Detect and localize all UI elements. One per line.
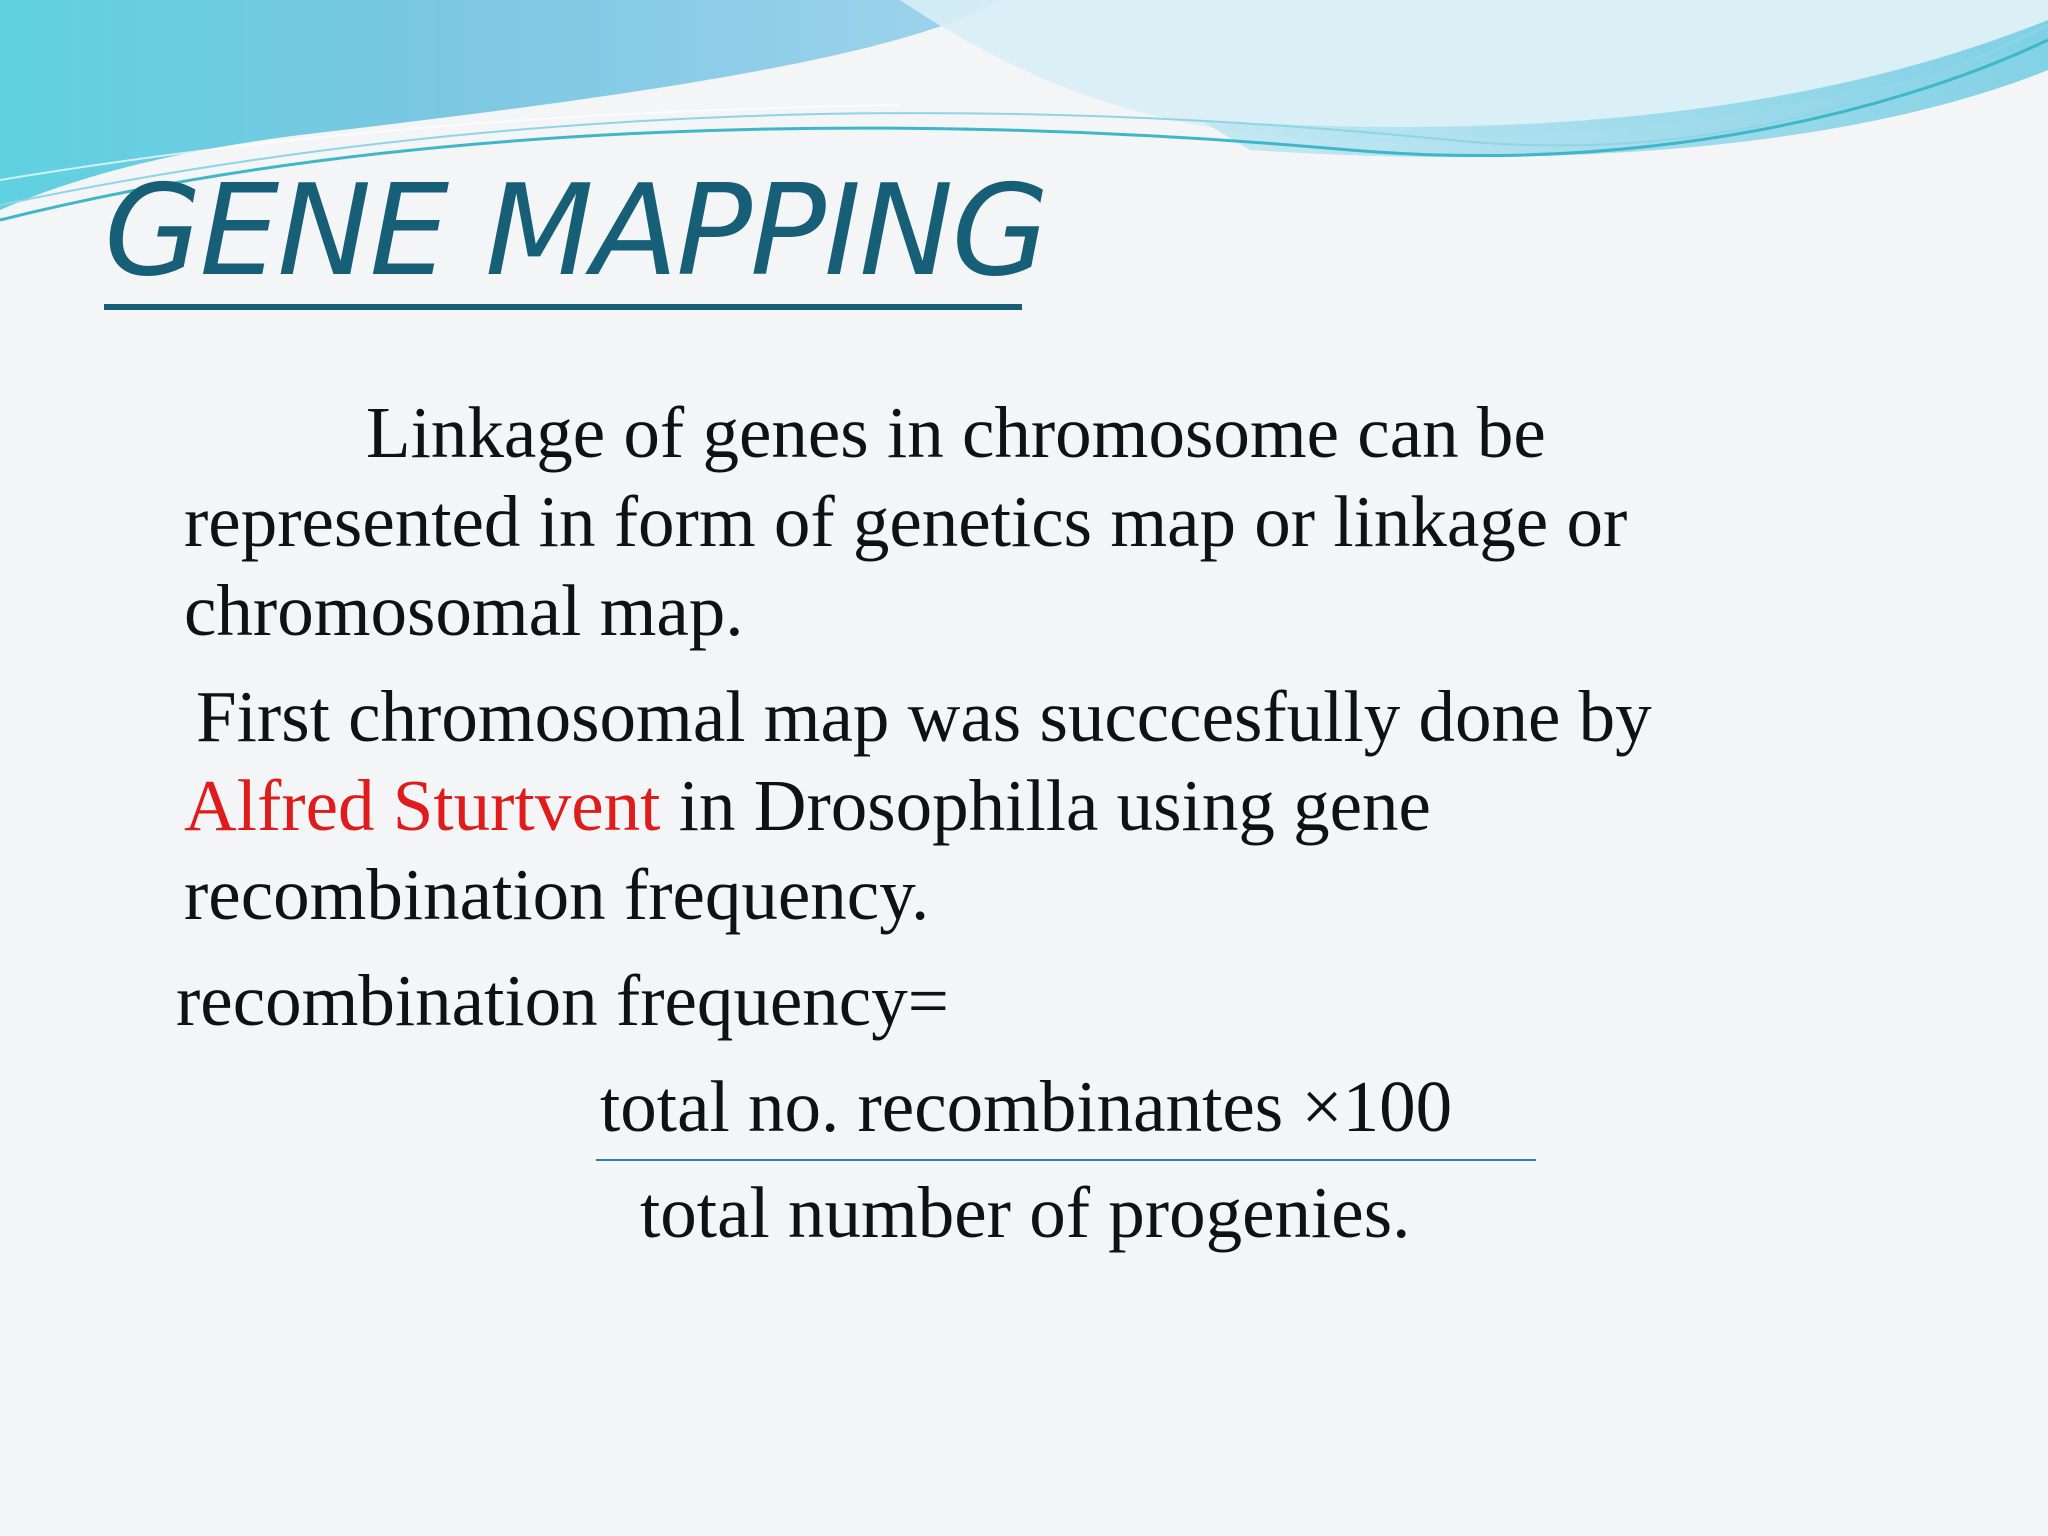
paragraph-first-map-after: in Drosophilla using gene recombination frequency. [184, 765, 1431, 935]
paragraph-linkage [184, 388, 1784, 655]
scientist-name: Alfred Sturtvent [184, 765, 661, 846]
paragraph-first-map-before: First chromosomal map was succcesfully done by [196, 676, 1652, 757]
title-underline [104, 304, 1022, 310]
formula-label: recombination frequency= [176, 960, 949, 1041]
formula-numerator: total no. recombinantes ×100 [600, 1066, 1453, 1147]
fraction-bar [596, 1159, 1536, 1161]
paragraph-linkage-text: Linkage of genes in chromosome can be represented in form of genetics map or linkage or chromosomal map. [184, 392, 1628, 651]
paragraph-first-map [184, 672, 1784, 939]
formula-denominator: total number of progenies. [640, 1172, 1411, 1253]
slide-title: GENE MAPPING [104, 157, 1048, 304]
